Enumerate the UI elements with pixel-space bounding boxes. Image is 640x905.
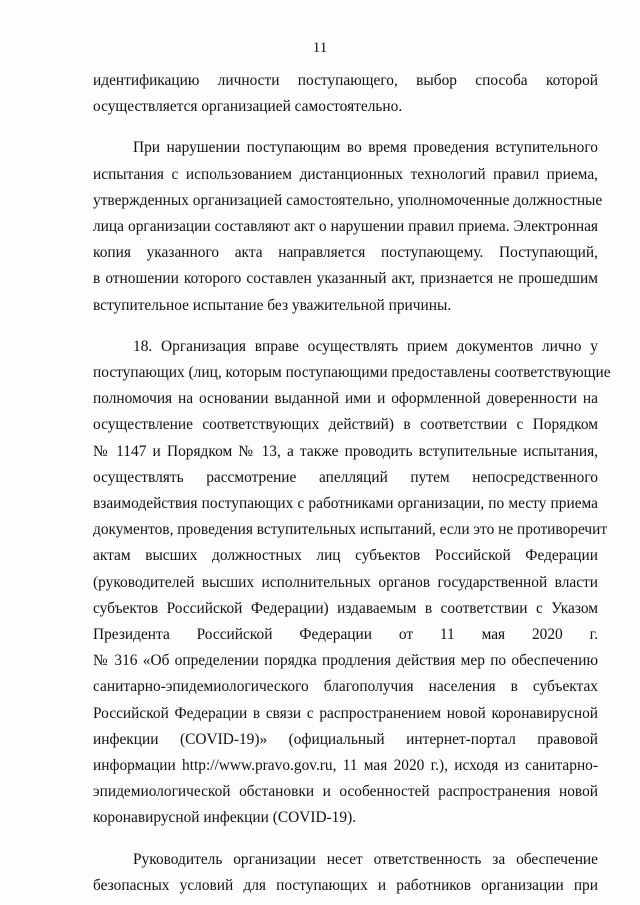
text-line: Президента Российской Федерации от 11 мая 2020 г.: [93, 626, 598, 644]
text-line: документов, проведения вступительных испытаний, если это не противоречит: [93, 521, 608, 539]
paragraph-responsibility: [93, 847, 598, 899]
text-line: коронавирусной инфекции (COVID-19).: [93, 809, 357, 827]
text-line: информации http://www.pravo.gov.ru, 11 мая 2020 г.), исходя из санитарно-: [93, 757, 598, 775]
text-line: эпидемиологической обстановки и особенностей распространения новой: [93, 783, 598, 801]
text-line: лица организации составляют акт о нарушении правил приема. Электронная: [93, 218, 598, 236]
text-line: полномочия на основании выданной ими и оформленной доверенности на: [93, 390, 598, 408]
text-line: инфекции (COVID-19)» (официальный интернет-портал правовой: [93, 730, 598, 748]
paragraph-continuation: [93, 68, 598, 120]
text-line: 18. Организация вправе осуществлять прием документов лично у: [133, 337, 598, 355]
text-line: осуществление соответствующих действий) в соответствии с Порядком: [93, 416, 598, 434]
text-line: копия указанного акта направляется поступающему. Поступающий,: [93, 244, 598, 262]
text-line: При нарушении поступающим во время проведения вступительного: [133, 139, 598, 157]
text-line: № 1147 и Порядком № 13, а также проводить вступительные испытания,: [93, 442, 598, 460]
text-line: актам высших должностных лиц субъектов Российской Федерации: [93, 547, 598, 565]
text-line: в отношении которого составлен указанный акт, признается не прошедшим: [93, 270, 598, 288]
text-line: взаимодействия поступающих с работниками организации, по месту приема: [93, 495, 598, 513]
text-line: поступающих (лиц, которым поступающими предоставлены соответствующие: [93, 364, 611, 382]
text-line: Руководитель организации несет ответственность за обеспечение: [133, 850, 598, 868]
paragraph-violation: [93, 135, 603, 318]
text-line: безопасных условий для поступающих и работников организации при: [93, 876, 598, 894]
text-line: № 316 «Об определении порядка продления действия мер по обеспечению: [93, 652, 598, 670]
text-line: осуществляется организацией самостоятельно.: [93, 98, 403, 116]
text-line: Российской Федерации в связи с распространением новой коронавирусной: [93, 704, 598, 722]
text-line: испытания с использованием дистанционных технологий правил приема,: [93, 165, 598, 183]
text-line: (руководителей высших исполнительных органов государственной власти: [93, 573, 598, 591]
page-number: 11: [312, 40, 328, 56]
text-line: осуществлять рассмотрение апелляций путем непосредственного: [93, 468, 598, 486]
text-line: субъектов Российской Федерации) издаваемым в соответствии с Указом: [93, 599, 598, 617]
text-line: идентификацию личности поступающего, выбор способа которой: [93, 72, 598, 89]
paragraph-item-18: [93, 334, 611, 832]
document-body: [93, 68, 611, 899]
text-line: санитарно-эпидемиологического благополучия населения в субъектах: [93, 678, 598, 696]
text-line: утвержденных организацией самостоятельно, уполномоченные должностные: [93, 191, 603, 209]
text-line: вступительное испытание без уважительной причины.: [93, 296, 452, 314]
